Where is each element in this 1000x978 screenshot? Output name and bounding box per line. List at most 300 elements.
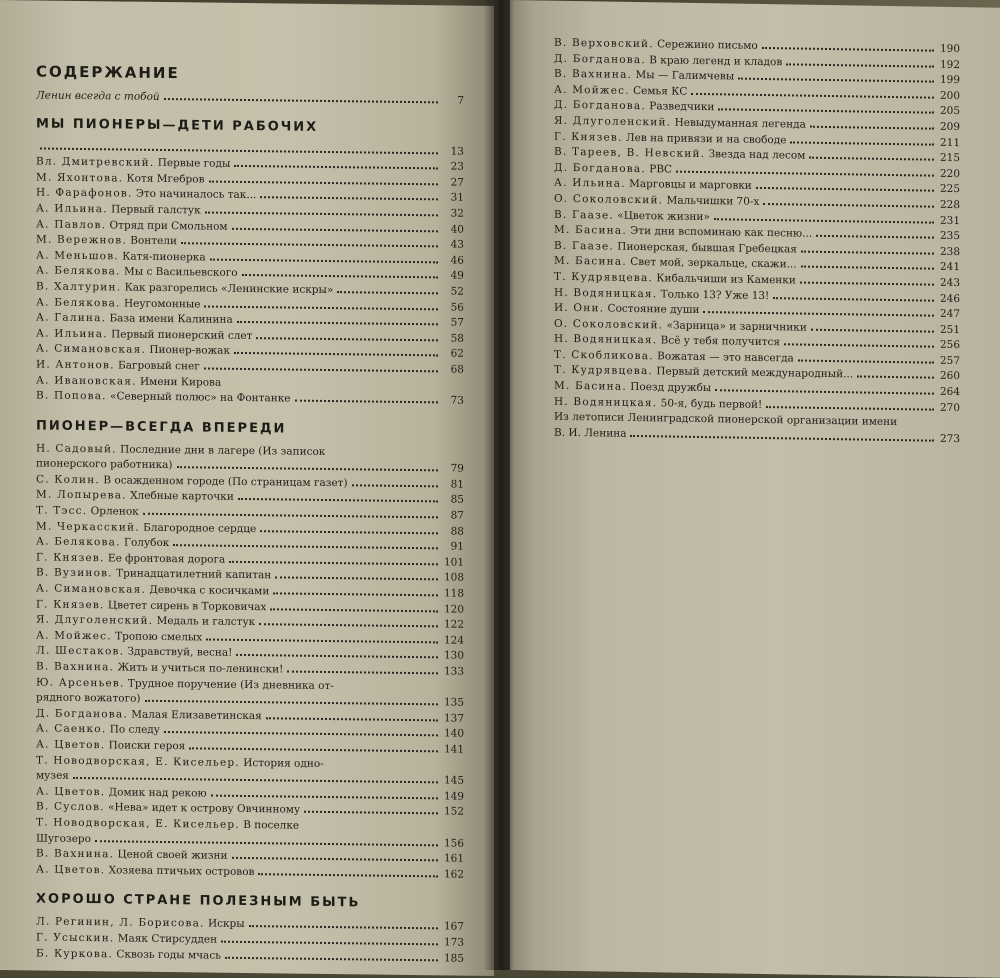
book-gutter (484, 0, 514, 970)
entry-page: 101 (443, 556, 464, 569)
entry-page: 264 (939, 385, 960, 399)
dot-leader (73, 777, 438, 783)
entry-text (554, 426, 626, 443)
dot-leader (256, 337, 438, 341)
entry-title: Кибальчиши из Каменки (656, 272, 796, 287)
entry-page: 68 (450, 363, 464, 376)
entry-title: музея (36, 769, 69, 782)
entry-author: М. Басина. (554, 255, 627, 269)
entry-title: Голубок (124, 536, 170, 550)
entry-author: А. Белякова. (36, 295, 121, 310)
entry-author: Г. Князев. (36, 598, 105, 611)
entry-page: 225 (939, 183, 960, 196)
entry-title: База имени Калинина (109, 312, 233, 326)
dot-leader (143, 513, 438, 519)
entry-title: Ценой своей жизни (117, 848, 228, 862)
dot-leader (209, 180, 439, 185)
entry-author: А. Цветов. (36, 738, 106, 752)
entry-author: О. Соколовский. (554, 317, 664, 332)
entry-page: 228 (939, 198, 960, 212)
entry-page: 156 (443, 836, 464, 850)
entry-page: 185 (443, 951, 464, 965)
dot-leader (234, 165, 438, 169)
entry-author: А. Симановская. (36, 342, 146, 357)
entry-title: Разведчики (649, 100, 715, 114)
entry-title: 50-я, будь первой! (660, 397, 763, 411)
entry-author: А. Меньшов. (36, 249, 119, 263)
entry-author: В. Вахнина. (554, 67, 633, 82)
entry-title: Лев на привязи и на свободе (625, 131, 787, 146)
entry-page: 7 (457, 94, 464, 107)
left-sections (36, 116, 464, 967)
dot-leader (718, 109, 934, 114)
entry-text (36, 737, 185, 754)
entry-title: Неугомонные (124, 297, 201, 310)
entry-author: А. Галина. (36, 311, 107, 325)
dot-leader (714, 218, 934, 223)
entry-page: 241 (939, 261, 960, 274)
dot-leader (287, 671, 438, 675)
entry-title: Мы — Галимчевы (635, 69, 735, 83)
entry-author: М. Черкасский. (36, 520, 140, 534)
dot-leader (773, 297, 934, 302)
dot-leader (260, 197, 438, 201)
entry-author: Я. Длуголенский. (36, 613, 154, 628)
entry-author: А. Саенко. (36, 722, 107, 736)
right-page (510, 0, 1000, 978)
dot-leader (234, 352, 438, 356)
entry-author: Б. Куркова. (36, 946, 114, 960)
entry-author: Д. Богданова. (554, 161, 646, 175)
entry-author: Т. Новодворская, Е. Кисельер. (36, 754, 240, 769)
dot-leader (270, 608, 438, 612)
entry-author: Н. Фарафонов. (36, 186, 133, 200)
entry-author: В. Гаазе. (554, 239, 614, 253)
entry-author: Т. Тэсс. (36, 504, 88, 518)
dot-leader (232, 227, 438, 232)
entry-title: Здравствуй, весна! (127, 645, 233, 660)
entry-text (36, 389, 291, 408)
dot-leader (266, 717, 438, 721)
entry-title: Мальчишки 70-х (666, 194, 760, 208)
entry-page: 52 (450, 285, 464, 298)
entry-author: А. Мойжес. (36, 629, 112, 643)
dot-leader (275, 577, 438, 581)
entry-page: 270 (939, 401, 960, 414)
entry-author: В. Верховский. (554, 36, 654, 51)
entry-title: Котя Мгебров (126, 172, 205, 186)
entry-text (36, 457, 173, 474)
dot-leader (703, 311, 934, 317)
dot-leader (205, 211, 438, 216)
entry-page: 133 (443, 665, 464, 678)
entry-title: Благородное сердце (143, 521, 257, 535)
entry-page: 140 (443, 727, 464, 741)
section-title: ХОРОШО СТРАНЕ ПОЛЕЗНЫМ БЫТЬ (36, 891, 361, 911)
entry-author: Н. Садовый. (36, 442, 117, 456)
entry-title: Хлебные карточки (130, 490, 234, 504)
dot-leader (811, 328, 934, 332)
entry-page: 120 (443, 603, 464, 616)
entry-page: 124 (443, 634, 464, 647)
entry-title: рядного вожатого) (36, 691, 141, 705)
entry-page: 137 (443, 712, 464, 725)
entry-author: В. Вахнина. (36, 660, 115, 674)
entry-title: Сквозь годы мчась (116, 947, 221, 962)
toc-entry-intro (36, 88, 464, 109)
entry-page: 238 (939, 245, 960, 258)
entry-author: А. Ильина. (36, 327, 108, 341)
entry-title: Хозяева птичьих островов (108, 864, 255, 878)
entry-page: 231 (939, 214, 960, 227)
entry-page: 167 (443, 920, 464, 933)
section-title: МЫ ПИОНЕРЫ—ДЕТИ РАБОЧИХ (36, 116, 319, 135)
entry-author: Ю. Арсеньев. (36, 676, 125, 690)
entry-author: Н. Водяницкая. (554, 332, 658, 347)
entry-title: «Северный полюс» на Фонтанке (110, 390, 291, 405)
entry-title: Всё у тебя получится (660, 334, 781, 349)
entry-page: 31 (450, 191, 464, 205)
entry-page: 23 (450, 160, 464, 173)
entry-title: Ее фронтовая дорога (107, 552, 226, 566)
entry-text (36, 233, 177, 250)
entry-text (36, 722, 160, 739)
dot-leader (40, 147, 438, 154)
entry-title: Девочка с косичками (149, 583, 270, 598)
entry-author: Т. Новодворская, Е. Кисельер. (36, 816, 240, 831)
entry-page: 211 (939, 136, 960, 149)
entry-title: Эти дни вспоминаю как песню... (630, 225, 813, 240)
dot-leader (211, 794, 438, 799)
entry-title: Поезд дружбы (630, 380, 712, 395)
entry-author: М. Басина. (554, 223, 627, 237)
entry-title: Малая Елизаветинская (131, 708, 262, 722)
entry-title: Сережино письмо (657, 38, 758, 52)
entry-author: Т. Скобликова. (554, 348, 654, 363)
entry-page: 85 (450, 493, 464, 507)
entry-title: Орленок (90, 505, 139, 518)
entry-title: Первые годы (157, 157, 231, 171)
entry-author: А. Цветов. (36, 785, 106, 799)
entry-title: Мы с Васильевского (124, 265, 238, 280)
entry-page: 32 (450, 207, 464, 220)
entry-page: 257 (939, 354, 960, 367)
dot-leader (798, 359, 934, 363)
entry-page: 220 (939, 167, 960, 180)
entry-author: В. Попова. (36, 389, 107, 403)
entry-author: А. Мойжес. (554, 83, 630, 97)
dot-leader (715, 389, 934, 394)
section-title: ПИОНЕР—ВСЕГДА ВПЕРЕДИ (36, 418, 287, 437)
dot-leader (784, 344, 934, 348)
entry-author: Т. Кудрявцева. (554, 364, 653, 378)
entry-title: Вожатая — это навсегда (657, 350, 794, 365)
entry-author: Л. Шестаков. (36, 644, 125, 658)
entry-text (36, 535, 169, 552)
entry-text (36, 769, 69, 785)
dot-leader (260, 530, 438, 534)
entry-title: Невыдуманная легенда (674, 116, 806, 131)
entry-title: Первый пионерский слет (111, 328, 253, 342)
entry-title: Звезда над лесом (708, 148, 806, 162)
entry-title: Это начиналось так... (135, 188, 257, 202)
entry-title: Ленин всегда с тобой (36, 89, 160, 103)
entry-author: Л. Регинин, Л. Борисова. (36, 915, 205, 930)
dot-leader (352, 484, 438, 487)
toc-title: СОДЕРЖАНИЕ (36, 62, 180, 83)
entry-page: 122 (443, 618, 464, 631)
entry-title: Имени Кирова (140, 375, 222, 389)
entry-title: Поиски героя (108, 739, 186, 753)
entry-title: «Зарница» и зарничники (666, 319, 807, 334)
entry-page: 27 (450, 176, 464, 189)
entry-title: В осажденном городе (По страницам газет) (103, 474, 348, 490)
dot-leader (816, 235, 934, 239)
entry-author: А. Ильина. (554, 177, 626, 191)
entry-text (36, 691, 141, 708)
dot-leader (225, 956, 438, 961)
entry-title: Тропою смелых (115, 630, 203, 644)
entry-page: 13 (450, 145, 464, 158)
entry-title: Марговцы и марговки (629, 178, 752, 193)
entry-author: В. Тареев, В. Невский. (554, 145, 706, 161)
dot-leader (337, 291, 438, 294)
entry-title: В поселке (243, 818, 300, 832)
entry-page: 88 (450, 525, 464, 538)
entry-author: М. Яхонтова. (36, 171, 124, 185)
entry-page: 49 (450, 269, 464, 283)
entry-page: 81 (450, 478, 464, 491)
entry-author: Д. Богданова. (554, 52, 646, 66)
entry-page: 205 (939, 105, 960, 118)
entry-title: Свет мой, зеркальце, скажи... (630, 256, 797, 271)
dot-leader (786, 63, 934, 67)
entry-author: О. Соколовский. (554, 192, 664, 207)
entry-author: Н. Водяницкая. (554, 395, 658, 409)
entry-title: Искры (207, 917, 245, 931)
entry-author: Г. Князев. (554, 130, 623, 144)
entry-author: В. Вузинов. (36, 566, 113, 580)
entry-title: Последние дни в лагере (Из записок (120, 443, 326, 458)
entry-author: В. Гаазе. (554, 208, 614, 222)
dot-leader (295, 400, 438, 404)
entry-title: Шугозеро (36, 831, 91, 845)
entry-page: 141 (443, 743, 464, 756)
entry-title: РВС (649, 162, 673, 176)
entry-title: «Цветок жизни» (617, 209, 710, 223)
entry-author: Г. Усыскин. (36, 931, 115, 945)
entry-title: Маяк Стирсудден (117, 932, 218, 946)
dot-leader (237, 321, 438, 325)
dot-leader (95, 840, 438, 846)
entry-page: 235 (939, 229, 960, 243)
entry-page: 247 (939, 307, 960, 321)
entry-page: 57 (450, 316, 464, 329)
entry-author: А. Павлов. (36, 218, 107, 231)
dot-leader (189, 747, 438, 752)
dot-leader (164, 731, 438, 736)
entry-title: Первый галстук (111, 203, 201, 217)
entry-page: 161 (443, 852, 464, 865)
entry-author: Д. Богданова. (36, 707, 128, 721)
entry-title: Тринадцатилетний капитан (116, 567, 272, 582)
entry-page: 256 (939, 339, 960, 352)
entry-page: 190 (939, 42, 960, 56)
entry-page: 118 (443, 587, 464, 600)
entry-title: Как разгорелись «Ленинские искры» (124, 281, 334, 297)
dot-leader (210, 258, 438, 263)
entry-page: 215 (939, 151, 960, 165)
entry-title: Только 13? Уже 13! (660, 287, 770, 302)
entry-title: Трудное поручение (Из дневника от- (127, 677, 334, 692)
dot-leader (738, 78, 934, 83)
dot-leader (173, 544, 438, 549)
entry-page: 43 (450, 238, 464, 251)
dot-leader (809, 157, 934, 161)
entry-author: Т. Кудрявцева. (554, 270, 653, 285)
dot-leader (238, 498, 438, 502)
entry-author: А. Белякова. (36, 535, 121, 549)
entry-page: 209 (939, 120, 960, 134)
dot-leader (756, 187, 934, 192)
entry-author: Д. Богданова. (554, 99, 646, 113)
dot-leader (177, 466, 438, 471)
entry-text (36, 946, 221, 964)
entry-title: Жить и учиться по-ленински! (117, 661, 284, 676)
entry-page: 87 (450, 509, 464, 522)
dot-leader (691, 93, 934, 99)
entry-text (36, 504, 139, 521)
entry-title: Цветет сирень в Торковичах (107, 598, 267, 613)
dot-leader (801, 266, 934, 270)
entry-page: 58 (450, 332, 464, 345)
entry-page: 173 (443, 936, 464, 949)
dot-leader (273, 592, 438, 596)
entry-author: А. Ильина. (36, 202, 108, 216)
entry-title: Первый детский международный... (656, 365, 854, 381)
entry-author: М. Лопырева. (36, 488, 127, 503)
entry-title: Отряд при Смольном (109, 218, 228, 233)
dot-leader (242, 274, 438, 278)
dot-leader (204, 367, 438, 372)
entry-title: Пионер-вожак (149, 344, 231, 358)
entry-page: 246 (939, 292, 960, 305)
entry-page: 46 (450, 254, 464, 267)
entry-title: Домик над рекою (108, 786, 207, 800)
entry-page: 243 (939, 276, 960, 289)
entry-author: В. Вахнина. (36, 847, 115, 861)
dot-leader (762, 47, 934, 52)
dot-leader (181, 242, 438, 247)
dot-leader (790, 141, 934, 145)
entry-title: В. И. Ленина (554, 426, 627, 440)
entry-page: 73 (450, 394, 464, 407)
entry-title: Медаль и галстук (156, 615, 256, 629)
dot-leader (800, 281, 934, 285)
dot-leader (259, 623, 438, 627)
dot-leader (810, 126, 934, 130)
entry-author: Н. Водяницкая. (554, 286, 658, 300)
entry-author: А. Ивановская. (36, 373, 137, 388)
dot-leader (229, 561, 438, 566)
dot-leader (206, 638, 438, 643)
entry-title: Пионерская, бывшая Гребецкая (617, 240, 797, 256)
dot-leader (204, 305, 438, 310)
entry-title: По следу (109, 723, 160, 737)
entry-author: А. Цветов. (36, 863, 106, 877)
entry-text (36, 831, 91, 847)
entry-page: 251 (939, 323, 960, 336)
dot-leader (258, 873, 438, 877)
entry-title: Состояние души (607, 302, 700, 317)
entry-page: 192 (939, 58, 960, 71)
entry-page: 40 (450, 223, 464, 236)
dot-leader (145, 700, 439, 706)
entry-title: В краю легенд и кладов (649, 53, 783, 68)
entry-page: 108 (443, 571, 464, 585)
right-entries (554, 36, 960, 448)
entry-page: 199 (939, 73, 960, 87)
entry-author: М. Вережнов. (36, 233, 127, 247)
entry-text (554, 160, 672, 177)
entry-title: История одно- (243, 756, 324, 770)
entry-author: Я. Длуголенский. (554, 114, 672, 129)
entry-title: Вонтели (130, 234, 177, 248)
entry-page: 79 (450, 462, 464, 475)
entry-author: Г. Князев. (36, 551, 105, 565)
entry-title: «Нева» идет к острову Овчинному (108, 801, 301, 817)
entry-page: 162 (443, 868, 464, 881)
entry-page: 152 (443, 805, 464, 819)
entry-author: А. Белякова. (36, 264, 121, 278)
entry-page: 200 (939, 89, 960, 102)
entry-title: Катя-пионерка (122, 250, 206, 264)
dot-leader (164, 98, 438, 103)
entry-author: И. Антонов. (36, 358, 115, 372)
dot-leader (676, 170, 934, 176)
dot-leader (221, 941, 438, 946)
entry-text (36, 862, 254, 880)
dot-leader (801, 250, 934, 254)
entry-page: 260 (939, 370, 960, 383)
dot-leader (766, 406, 934, 411)
entry-page: 91 (450, 540, 464, 553)
dot-leader (630, 435, 934, 442)
dot-leader (232, 857, 438, 862)
dot-leader (763, 203, 934, 208)
entry-page: 145 (443, 774, 464, 787)
entry-page: 273 (939, 432, 960, 445)
entry-author: М. Басина. (554, 379, 627, 393)
entry-author: А. Симановская. (36, 582, 146, 596)
entry-title: Из летописи Ленинградской пионерской организации имени (554, 410, 898, 429)
left-page (0, 0, 494, 976)
entry-page: 62 (450, 347, 464, 360)
entry-page: 130 (443, 649, 464, 663)
dot-leader (857, 376, 934, 379)
entry-author: И. Они. (554, 301, 605, 315)
dot-leader (249, 925, 438, 929)
entry-page: 149 (443, 790, 464, 803)
entry-title: пионерского работника) (36, 457, 173, 472)
entry-author: С. Колин. (36, 473, 100, 487)
dot-leader (236, 654, 438, 658)
entry-title: Семья КС (633, 84, 688, 98)
entry-author: В. Суслов. (36, 800, 105, 814)
entry-title: Багровый снег (118, 359, 200, 373)
dot-leader (304, 811, 438, 815)
entry-page: 135 (443, 696, 464, 709)
